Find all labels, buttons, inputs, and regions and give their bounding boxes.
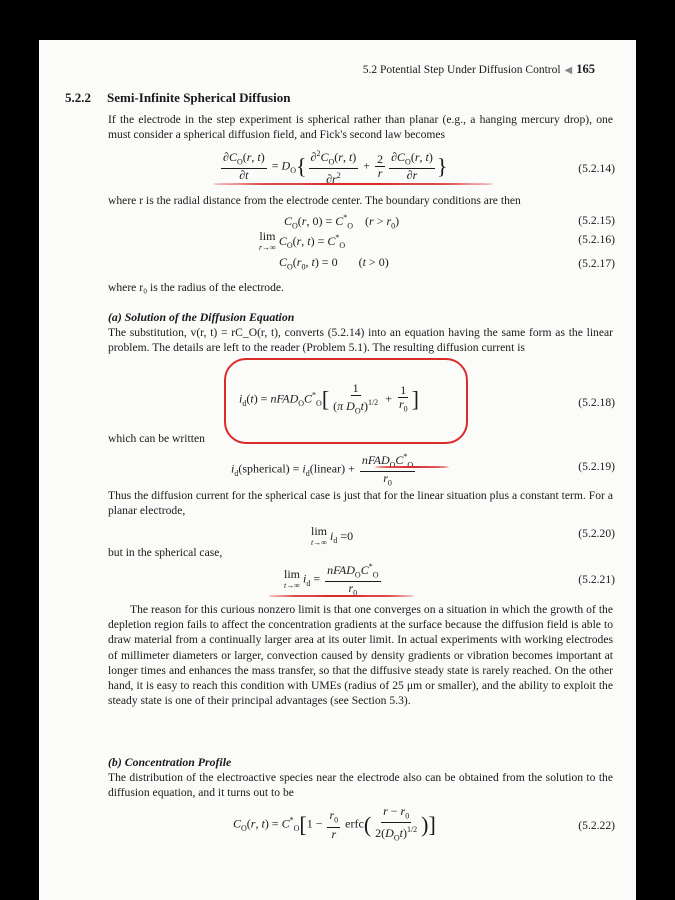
equation-5-2-21: lim t→∞ $i_d$ = $\frac{nFAD_OC^*_O}{r_0}$ — [284, 562, 379, 598]
section-number: 5.2.2 — [65, 90, 91, 105]
subsection-a-title: (a) Solution of the Diffusion Equation — [108, 310, 295, 324]
equation-label: (5.2.14) — [578, 162, 615, 175]
paragraph-intro: If the electrode in the step experiment is spherical rather than planar (e.g., a hanging mercury drop), one must consider a spherical diffusion field, and Fick's second law becomes — [108, 113, 613, 142]
equation-label: (5.2.22) — [578, 819, 615, 832]
section-title: Semi-Infinite Spherical Diffusion — [107, 90, 291, 105]
running-header — [363, 62, 595, 77]
paragraph-radius: where r₀ is the radius of the electrode. — [108, 281, 284, 294]
equation-label: (5.2.15) — [578, 214, 615, 227]
red-underline-annotation — [375, 466, 449, 468]
red-underline-annotation — [213, 183, 493, 185]
paragraph-radial: where r is the radial distance from the electrode center. The boundary conditions are then — [108, 194, 521, 207]
paragraph-distribution: The distribution of the electroactive species near the electrode also can be obtained from the solution to the diffusion equation, and it turns out to be — [108, 771, 613, 800]
equation-label: (5.2.16) — [578, 233, 615, 246]
running-title: 5.2 Potential Step Under Diffusion Control — [362, 64, 561, 76]
equation-label: (5.2.19) — [578, 460, 615, 473]
red-underline-annotation — [269, 595, 414, 597]
subsection-b-title: (b) Concentration Profile — [108, 755, 232, 769]
equation-5-2-16: lim r→∞ $C_O(r$, $t) = C^*_O$ — [259, 229, 346, 252]
paragraph-spherical-case: but in the spherical case, — [108, 546, 223, 559]
equation-label: (5.2.18) — [578, 396, 615, 409]
page-number: 165 — [576, 62, 595, 76]
equation-5-2-20: lim t→∞ $i_d =0$ — [311, 524, 354, 547]
paragraph-substitution: The substitution, v(r, t) = rC_O(r, t), converts (5.2.14) into an equation having the same form as the linear problem. The details are left to the reader (Problem 5.1). The resulting diffusion current is — [108, 326, 613, 355]
paragraph-planar: Thus the diffusion current for the spherical case is just that for the linear situation plus a constant term. For a planar electrode, — [108, 489, 613, 518]
paragraph-nonzero-limit: The reason for this curious nonzero limit is that one converges on a situation in which the growth of the depletion region fails to affect the concentration gradients at the surface because the diffusion field is able to draw material from a continually larger area at its outer limit. In actual experiments with working electrodes of millimeter diameters or larger, convection caused by density gradients or vibration becomes important at longer times and enhances the mass transfer, so that the diffusive steady state is rarely reached. On the other hand, it is easy to reach this condition with UMEs (radius of 25 μm or smaller), and the ability to exploit the steady state is one of their principal advantages (see Section 5.3). — [108, 603, 613, 708]
equation-5-2-15: $C_O(r$, $0) = C^*_O$ $(r > r_0)$ — [284, 213, 400, 231]
equation-label: (5.2.21) — [578, 573, 615, 586]
section-heading — [65, 90, 290, 106]
equation-5-2-22: $C_O(r$, $t) = C^*_O[1$ − $\frac{r_0}{r}$ erfc( $\frac{r - r_0}{2(D_Ot)^{1/2}}$ )] — [233, 804, 436, 843]
equation-5-2-17: $C_O(r_0$, t) = 0 (t > 0) — [279, 255, 389, 272]
triangle-icon: ◀ — [564, 65, 573, 76]
equation-5-2-18: $i_d(t)$ = $nFAD_OC^*_O$[ $\frac{1}{(\pi D_Ot)^{1/2}}$ + $\frac{1}{r_0}$ ] — [239, 381, 419, 416]
paragraph-written: which can be written — [108, 432, 205, 445]
textbook-page — [39, 40, 636, 900]
equation-5-2-19: $i_d(spherical)$ = $i_d(linear)$ + $\frac{nFAD_OC^*_O}{r_0}$ — [231, 452, 414, 488]
equation-label: (5.2.20) — [578, 527, 615, 540]
equation-label: (5.2.17) — [578, 257, 615, 270]
equation-5-2-14: $\frac{\partial C_O(r, t)}{\partial t}$ = $D_O${ $\frac{\partial^2C_O(r, t)}{\partial r^2}$ + $\frac{2}{r}$ $\frac{\partial C_O(r, t)}{\partial r}$ } — [223, 149, 448, 187]
